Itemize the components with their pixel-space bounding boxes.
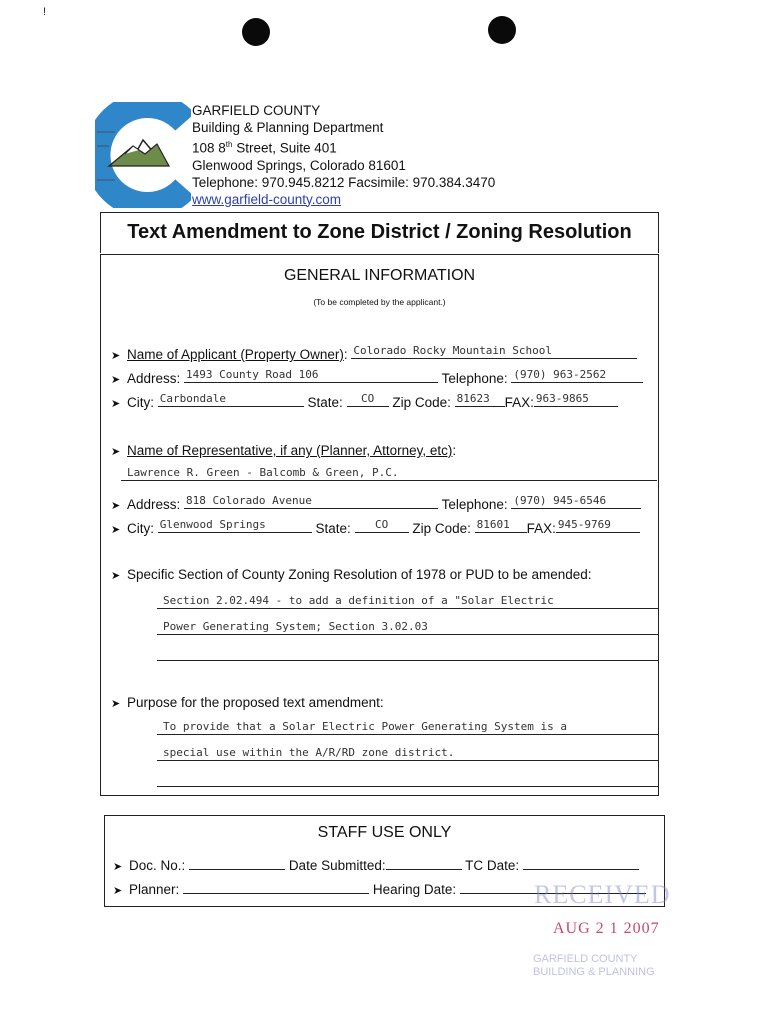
section-line-2[interactable]: Power Generating System; Section 3.02.03: [157, 619, 659, 635]
tc-date-field[interactable]: [523, 854, 639, 870]
received-stamp: RECEIVED: [534, 880, 671, 909]
section-line-3[interactable]: [157, 645, 659, 661]
general-information-section: [100, 254, 659, 796]
rep-city-row: [111, 517, 640, 536]
rep-address-label: Address:: [127, 497, 181, 512]
purpose-label: Purpose for the proposed text amendment:: [127, 695, 384, 710]
fax-field[interactable]: 963-9865: [534, 391, 618, 407]
zip-field[interactable]: 81623: [455, 391, 505, 407]
general-information-heading: GENERAL INFORMATION: [283, 267, 476, 284]
org-name: GARFIELD COUNTY: [192, 103, 321, 118]
fax-label: FAX:: [504, 395, 534, 410]
purpose-row: [111, 695, 384, 710]
rep-address-field[interactable]: 818 Colorado Avenue: [184, 493, 438, 509]
rep-city-label: City:: [127, 521, 154, 536]
applicant-label: Name of Applicant (Property Owner): [127, 347, 344, 362]
arrow-bullet-icon: ➤: [111, 446, 121, 458]
doc-no-field[interactable]: [189, 854, 285, 870]
state-field[interactable]: CO: [347, 391, 389, 407]
state-label: State:: [307, 395, 343, 410]
website-link[interactable]: www.garfield-county.com: [192, 191, 342, 207]
punch-hole: [242, 18, 270, 46]
arrow-bullet-icon: ➤: [113, 885, 123, 897]
arrow-bullet-icon: ➤: [111, 374, 121, 386]
purpose-line-1[interactable]: To provide that a Solar Electric Power Generating System is a: [157, 719, 659, 735]
telephone-field[interactable]: (970) 963-2562: [511, 367, 643, 383]
city-field[interactable]: Carbondale: [158, 391, 304, 407]
rep-telephone-field[interactable]: (970) 945-6546: [511, 493, 641, 509]
applicant-name-field[interactable]: Colorado Rocky Mountain School: [351, 343, 637, 359]
date-submitted-label: Date Submitted:: [288, 858, 386, 873]
representative-label: Name of Representative, if any (Planner, Attorney, etc): [127, 443, 453, 458]
stamp-dept-line-2: BUILDING & PLANNING: [533, 966, 655, 978]
arrow-bullet-icon: ➤: [111, 398, 121, 410]
zip-label: Zip Code:: [392, 395, 451, 410]
staff-use-heading: STAFF USE ONLY: [317, 824, 452, 841]
address-label: Address:: [127, 371, 181, 386]
arrow-bullet-icon: ➤: [111, 500, 121, 512]
received-date-stamp: AUG 2 1 2007: [553, 920, 660, 937]
applicant-note: (To be completed by the applicant.): [313, 297, 446, 307]
punch-hole: [488, 16, 516, 44]
arrow-bullet-icon: ➤: [111, 524, 121, 536]
purpose-line-2[interactable]: special use within the A/R/RD zone district.: [157, 745, 659, 761]
received-dept-stamp: [533, 953, 655, 979]
tc-date-label: TC Date:: [465, 858, 520, 873]
rep-zip-label: Zip Code:: [412, 521, 471, 536]
county-header: [192, 102, 495, 208]
address-row: [111, 367, 643, 386]
section-row: [111, 567, 592, 582]
phone-fax: Telephone: 970.945.8212 Facsimile: 970.384.3470: [192, 174, 496, 190]
rep-state-label: State:: [315, 521, 351, 536]
rep-fax-label: FAX:: [526, 521, 556, 536]
form-title: Text Amendment to Zone District / Zoning Resolution: [127, 221, 632, 243]
rep-state-field[interactable]: CO: [355, 517, 409, 533]
city-address: Glenwood Springs, Colorado 81601: [192, 157, 406, 173]
telephone-label: Telephone:: [441, 371, 508, 386]
address-field[interactable]: 1493 County Road 106: [184, 367, 438, 383]
arrow-bullet-icon: ➤: [111, 350, 121, 362]
section-label: Specific Section of County Zoning Resolution of 1978 or PUD to be amended:: [127, 567, 592, 582]
representative-row: ➤ Name of Representative, if any (Planner, Attorney, etc):: [111, 443, 457, 458]
rep-fax-field[interactable]: 945-9769: [556, 517, 640, 533]
rep-address-row: [111, 493, 641, 512]
city-label: City:: [127, 395, 154, 410]
planner-label: Planner:: [129, 882, 180, 897]
department-name: Building & Planning Department: [192, 120, 384, 135]
section-line-1[interactable]: Section 2.02.494 - to add a definition of a "Solar Electric: [157, 593, 659, 609]
date-submitted-field[interactable]: [386, 854, 462, 870]
title-box: [100, 212, 659, 253]
purpose-line-3[interactable]: [157, 771, 659, 787]
city-row: [111, 391, 618, 410]
rep-telephone-label: Telephone:: [441, 497, 508, 512]
planner-field[interactable]: [183, 878, 369, 894]
street-address: 108 8th Street, Suite 401: [192, 140, 337, 156]
arrow-bullet-icon: ➤: [111, 570, 121, 582]
staff-row-1: [113, 854, 639, 873]
arrow-bullet-icon: ➤: [111, 698, 121, 710]
rep-zip-field[interactable]: 81601: [475, 517, 527, 533]
representative-name-field[interactable]: Lawrence R. Green - Balcomb & Green, P.C.: [121, 465, 657, 481]
rep-city-field[interactable]: Glenwood Springs: [158, 517, 312, 533]
scan-mark: !: [43, 6, 47, 18]
applicant-row: ➤ Name of Applicant (Property Owner): Colorado Rocky Mountain School: [111, 343, 637, 362]
doc-no-label: Doc. No.:: [129, 858, 186, 873]
garfield-county-logo: [95, 102, 191, 208]
hearing-date-label: Hearing Date:: [372, 882, 457, 897]
stamp-dept-line-1: GARFIELD COUNTY: [533, 953, 638, 965]
arrow-bullet-icon: ➤: [113, 861, 123, 873]
